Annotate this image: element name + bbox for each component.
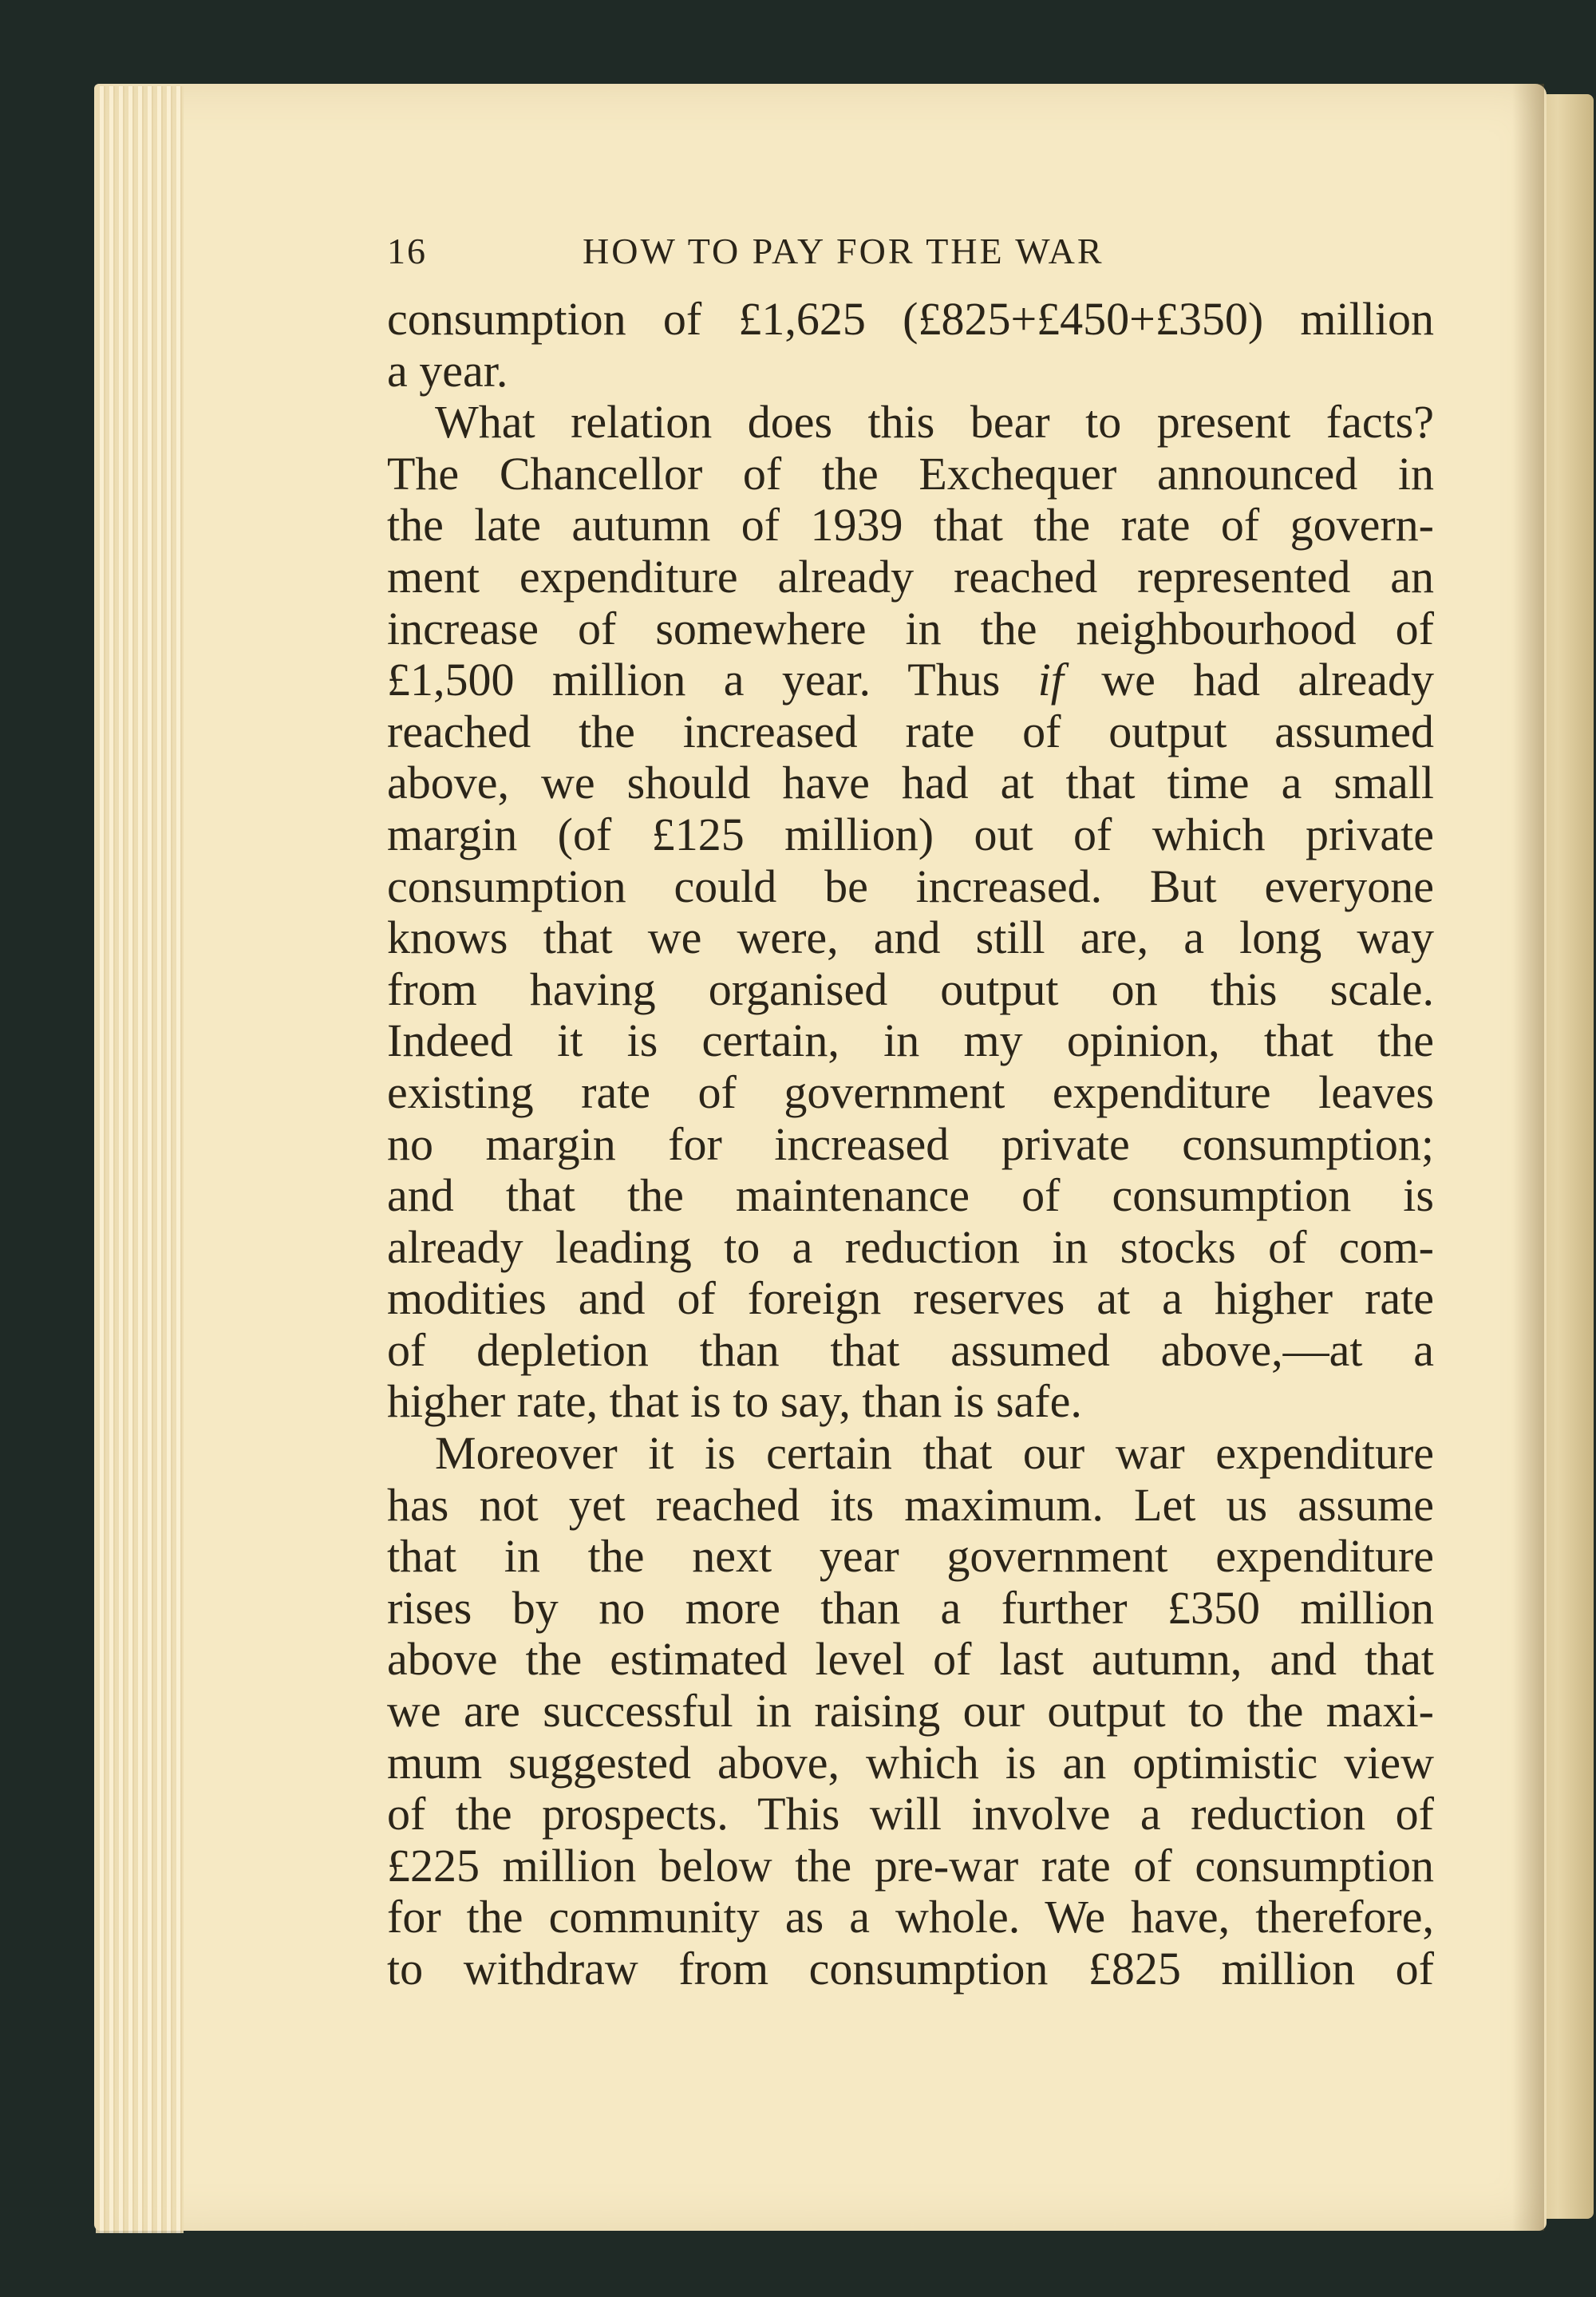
text-line: modities and of foreign reserves at a higher rate (387, 1272, 1434, 1325)
text-line: knows that we were, and still are, a long way (387, 911, 1434, 964)
text-line: reached the increased rate of output assumed (387, 705, 1434, 757)
text-line: existing rate of government expenditure leaves (387, 1065, 1434, 1118)
page-stack-edges (96, 86, 184, 2233)
text-line: consumption could be increased. But everyone (387, 860, 1434, 912)
text-line: we are successful in raising our output to the maxi- (387, 1685, 1434, 1738)
text-line: higher rate, that is to say, than is safe. (387, 1375, 1082, 1428)
text-line: margin (of £125 million) out of which private (387, 808, 1434, 860)
text-line: above, we should have had at that time a small (387, 757, 1434, 809)
body-text (387, 294, 1434, 1995)
page-gutter-shadow (1512, 84, 1544, 2231)
text-line: Indeed it is certain, in my opinion, that the (387, 1014, 1434, 1067)
text-line: of depletion than that assumed above,—at a (387, 1323, 1434, 1376)
running-title: HOW TO PAY FOR THE WAR (583, 231, 1104, 271)
text-line: that in the next year government expenditure (387, 1530, 1434, 1583)
text-line: above the estimated level of last autumn, and that (387, 1633, 1434, 1686)
text-line: increase of somewhere in the neighbourhood of (387, 602, 1434, 654)
text-line: Moreover it is certain that our war expenditure (435, 1427, 1434, 1480)
text-line: ment expenditure already reached represented an (387, 550, 1434, 603)
text-line: no margin for increased private consumption; (387, 1117, 1434, 1170)
text-line: £1,500 million a year. Thus if we had already (387, 654, 1434, 706)
text-line: from having organised output on this scale. (387, 963, 1434, 1015)
text-line: mum suggested above, which is an optimistic view (387, 1736, 1434, 1789)
text-line: What relation does this bear to present facts? (435, 396, 1434, 449)
text-line: a year. (387, 344, 508, 397)
text-line: to withdraw from consumption £825 million of (387, 1943, 1434, 1995)
page-header (387, 230, 1237, 278)
text-line: the late autumn of 1939 that the rate of govern- (387, 499, 1434, 552)
text-line: for the community as a whole. We have, therefore, (387, 1891, 1434, 1943)
text-line: of the prospects. This will involve a reduction of (387, 1788, 1434, 1840)
text-line: consumption of £1,625 (£825+£450+£350) million (387, 293, 1434, 345)
text-line: and that the maintenance of consumption is (387, 1169, 1434, 1222)
text-line: already leading to a reduction in stocks of com- (387, 1220, 1434, 1273)
text-line: has not yet reached its maximum. Let us assume (387, 1478, 1434, 1531)
text-line: £225 million below the pre-war rate of consumption (387, 1839, 1434, 1892)
text-line: The Chancellor of the Exchequer announced in (387, 447, 1434, 500)
page-number: 16 (387, 231, 427, 271)
text-line: rises by no more than a further £350 million (387, 1581, 1434, 1634)
emphasis-if: if (1037, 654, 1064, 706)
